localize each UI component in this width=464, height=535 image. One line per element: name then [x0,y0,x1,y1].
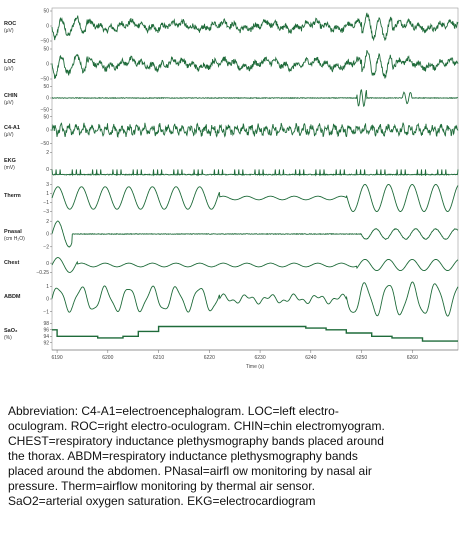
channel-label-sao-: SaO₂ [4,328,18,334]
channel-label-loc: LOC [4,59,16,65]
y-tick-label-c4-a1-1: 0 [46,127,49,134]
y-tick-label-sao--1: 96 [43,327,49,334]
trace-ekg [52,169,458,175]
x-tick-label-5: 6240 [305,355,317,361]
x-tick-label-3: 6220 [203,355,215,361]
y-tick-label-pnasal-2: −2 [43,244,49,251]
x-axis-label: Time (s) [245,364,265,370]
y-tick-label-abdm-1: 0 [46,296,49,303]
y-tick-label-chest-1: −0.25 [36,270,49,277]
y-tick-label-ekg-1: 0 [46,167,49,174]
channel-unit-ekg: (mV) [4,165,15,171]
channel-unit-chin: (μV) [4,100,14,106]
y-tick-label-loc-2: −50 [40,76,49,83]
channel-label-pnasal: Pnasal [4,229,22,235]
channel-label-chin: CHIN [4,93,18,99]
x-tick-label-0: 6190 [51,355,63,361]
channel-unit-sao-: (%) [4,335,12,341]
x-tick-label-1: 6200 [102,355,114,361]
trace-loc [52,50,458,79]
y-tick-label-chest-0: 0 [46,260,49,267]
y-tick-label-c4-a1-2: −50 [40,141,49,148]
trace-abdm [52,282,458,316]
trace-roc [52,13,458,41]
y-tick-label-abdm-2: −1 [43,309,49,316]
y-tick-label-pnasal-1: 0 [46,231,49,238]
y-tick-label-loc-0: 50 [43,46,49,53]
y-tick-label-chin-2: −50 [40,107,49,114]
y-tick-label-roc-1: 0 [46,23,49,30]
y-tick-label-therm-0: 3 [46,182,49,189]
figure-caption: Abbreviation: C4-A1=electroencephalogram. LOC=left electro- oculogram. ROC=right electro-oculogram. CHIN=chin electromyogram. CHEST=respiratory inductance plethysmography bands placed around the thorax. ABDM=respiratory inductance plethysmography bands placed around the abdomen. PNasal=airfl ow monitoring by nasal air pressure. Therm=airflow monitoring by thermal air sensor. SaO2=arterial oxygen saturation. EKG=electrocardiogram [8,404,385,508]
y-tick-label-pnasal-0: 2 [46,218,49,225]
y-tick-label-sao--3: 92 [43,340,49,347]
channel-unit-c4-a1: (μV) [4,132,14,138]
y-tick-label-c4-a1-0: 50 [43,114,49,121]
trace-pnasal [52,221,458,247]
x-tick-label-4: 6230 [254,355,266,361]
channel-unit-loc: (μV) [4,66,14,72]
x-tick-label-6: 6250 [356,355,368,361]
channel-label-ekg: EKG [4,158,16,164]
trace-chin [52,90,458,106]
channel-label-roc: ROC [4,21,17,27]
channel-unit-roc: (μV) [4,28,14,34]
channel-label-c4-a1: C4-A1 [4,125,20,131]
y-tick-label-therm-2: −1 [43,200,49,207]
y-tick-label-chin-1: 0 [46,95,49,102]
y-tick-label-sao--2: 94 [43,333,49,340]
trace-therm [52,185,458,212]
trace-sao- [52,327,458,342]
channel-label-therm: Therm [4,193,21,199]
y-tick-label-abdm-0: 1 [46,284,49,291]
trace-c4-a1 [52,123,458,137]
channel-unit-pnasal: (cm H₂O) [4,236,25,242]
y-tick-label-therm-3: −3 [43,209,49,216]
channel-label-abdm: ABDM [4,294,21,300]
y-tick-label-therm-1: 1 [46,191,49,198]
y-tick-label-loc-1: 0 [46,61,49,68]
y-tick-label-chin-0: 50 [43,84,49,91]
y-tick-label-roc-2: −50 [40,38,49,45]
channel-label-chest: Chest [4,260,20,266]
y-tick-label-ekg-0: 2 [46,149,49,156]
trace-chest [52,258,458,273]
y-tick-label-sao--0: 98 [43,320,49,327]
x-tick-label-2: 6210 [153,355,165,361]
x-tick-label-7: 6260 [406,355,418,361]
plot-frame [52,8,458,350]
y-tick-label-roc-0: 50 [43,8,49,15]
